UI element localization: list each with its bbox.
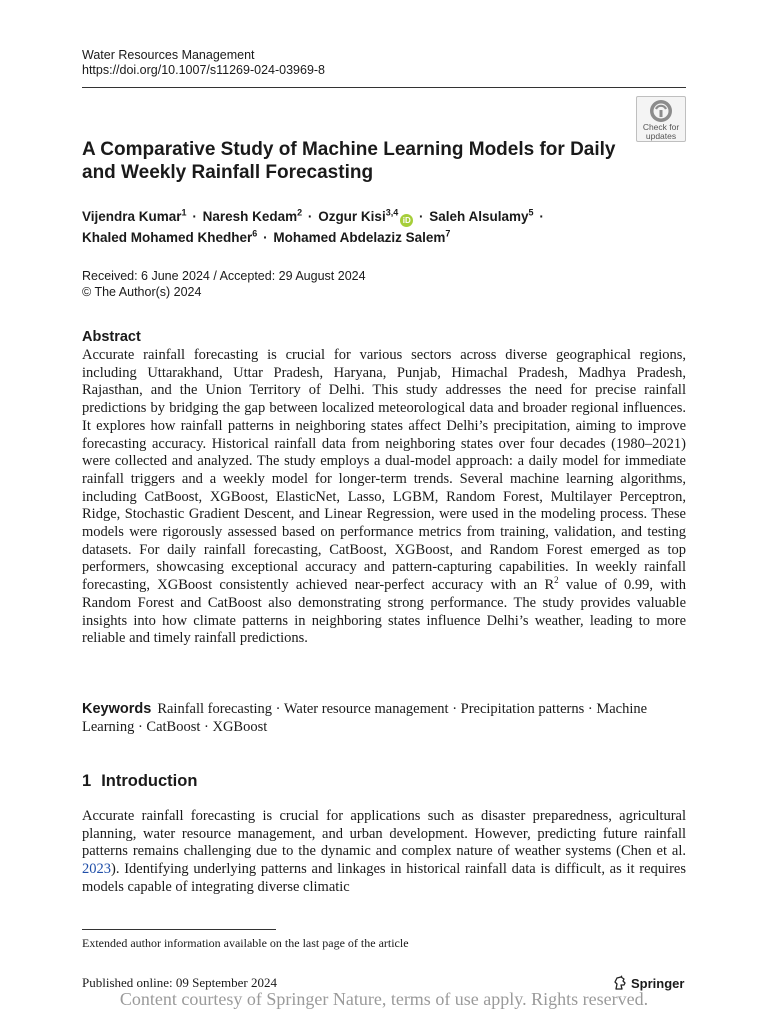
author-name[interactable]: Ozgur Kisi — [318, 209, 386, 224]
author-separator: · — [418, 209, 424, 224]
courtesy-watermark: Content courtesy of Springer Nature, terms of use apply. Rights reserved. — [119, 989, 649, 1009]
orcid-icon[interactable]: iD — [400, 214, 413, 227]
abstract-text-part-2: value of 0.99, with Random Forest and CatBoost also demonstrating strong performance. The study provides valuable insights into how climate patterns in neighboring states influence Delhi’s weather, leading to more reliable and timely rainfall predictions. — [82, 577, 686, 647]
journal-name: Water Resources Management — [82, 48, 255, 62]
keywords — [82, 700, 686, 736]
author-affiliation: 3,4 — [385, 207, 399, 218]
keywords-label: Keywords — [82, 701, 152, 717]
intro-text-part-1: Accurate rainfall forecasting is crucial for applications such as disaster preparedness, agricultural planning, water resource management, and urban development. However, predicting future rainfall patterns remains challenging due to the dynamic and complex nature of weather systems (Chen et al. — [82, 808, 686, 860]
footnote-rule — [82, 929, 276, 930]
author-separator: · — [307, 209, 313, 224]
author-name[interactable]: Saleh Alsulamy — [429, 209, 529, 224]
author-name[interactable]: Mohamed Abdelaziz Salem — [273, 230, 446, 245]
section-heading — [82, 771, 197, 791]
check-for-updates-icon — [649, 99, 673, 123]
author-row-1 — [82, 206, 682, 227]
published-date: Published online: 09 September 2024 — [82, 975, 277, 990]
author-affiliation: 1 — [181, 207, 187, 218]
section-number: 1 — [82, 772, 92, 790]
badge-line-2: updates — [645, 130, 677, 141]
abstract-text-part-1: Accurate rainfall forecasting is crucial for various sectors across diverse geographical regions, including Uttarakhand, Uttar Pradesh, Haryana, Punjab, Himachal Pradesh, Madhya Pradesh, Rajasthan, and the Union Territory of Delhi. This study addresses the need for precise rainfall predictions by bridging the gap between localized meteorological data and broader regional influences. It explores how rainfall patterns in neighboring states affect Delhi’s precipitation, aiming to improve forecasting accuracy. Historical rainfall data from neighboring states over four decades (1980–2021) were collected and analyzed. The study employs a dual-model approach: a daily model for immediate rainfall triggers and a weekly model for longer-term trends. Several machine learning algorithms, including CatBoost, XGBoost, ElasticNet, Lasso, LGBM, Random Forest, Multilayer Perceptron, Ridge, Stochastic Gradient Descent, and Linear Regression, were used in the modeling process. These models were rigorously assessed based on performance metrics from training, validation, and testing datasets. For daily rainfall forecasting, CatBoost, XGBoost, and Random Forest emerged as top performers, showcasing exceptional accuracy and pattern-capturing capabilities. In weekly rainfall forecasting, XGBoost consistently achieved near-perfect accuracy with an R — [82, 347, 686, 594]
author-affiliation: 7 — [445, 228, 451, 239]
journal-header — [82, 48, 325, 78]
check-for-updates-badge[interactable] — [636, 96, 686, 142]
introduction-text — [82, 808, 686, 897]
author-affiliation: 6 — [252, 228, 258, 239]
publisher-name: Springer — [631, 976, 685, 991]
abstract-heading: Abstract — [82, 329, 141, 345]
citation-link[interactable]: 2023 — [82, 861, 111, 878]
badge-line-1: Check for — [642, 122, 680, 132]
author-row-2 — [82, 227, 682, 248]
keywords-list: Rainfall forecasting · Water resource management · Precipitation patterns · Machine Learning · CatBoost · XGBoost — [82, 701, 648, 735]
author-affiliation: 2 — [297, 207, 303, 218]
intro-text-part-2: ). Identifying underlying patterns and linkages in historical rainfall data is difficult, as it requires models capable of integrating diverse climatic — [82, 861, 686, 895]
author-separator: · — [539, 209, 544, 224]
paper-title: A Comparative Study of Machine Learning Models for Daily and Weekly Rainfall Forecasting — [82, 139, 616, 183]
doi-link[interactable]: https://doi.org/10.1007/s11269-024-03969-8 — [82, 63, 326, 77]
section-title: Introduction — [101, 772, 198, 790]
author-separator: · — [263, 230, 268, 245]
article-dates — [82, 268, 366, 300]
author-affiliation: 5 — [528, 207, 534, 218]
header-rule — [82, 87, 686, 88]
author-name[interactable]: Naresh Kedam — [202, 209, 298, 224]
r-squared-superscript: 2 — [554, 575, 559, 586]
received-accepted-dates: Received: 6 June 2024 / Accepted: 29 August 2024 — [82, 269, 366, 283]
author-name[interactable]: Khaled Mohamed Khedher — [82, 230, 253, 245]
footnote: Extended author information available on the last page of the article — [82, 936, 409, 950]
copyright-notice: © The Author(s) 2024 — [82, 285, 202, 299]
author-name[interactable]: Vijendra Kumar — [82, 209, 182, 224]
author-separator: · — [192, 209, 197, 224]
abstract-text — [82, 347, 686, 648]
author-list — [82, 206, 682, 248]
